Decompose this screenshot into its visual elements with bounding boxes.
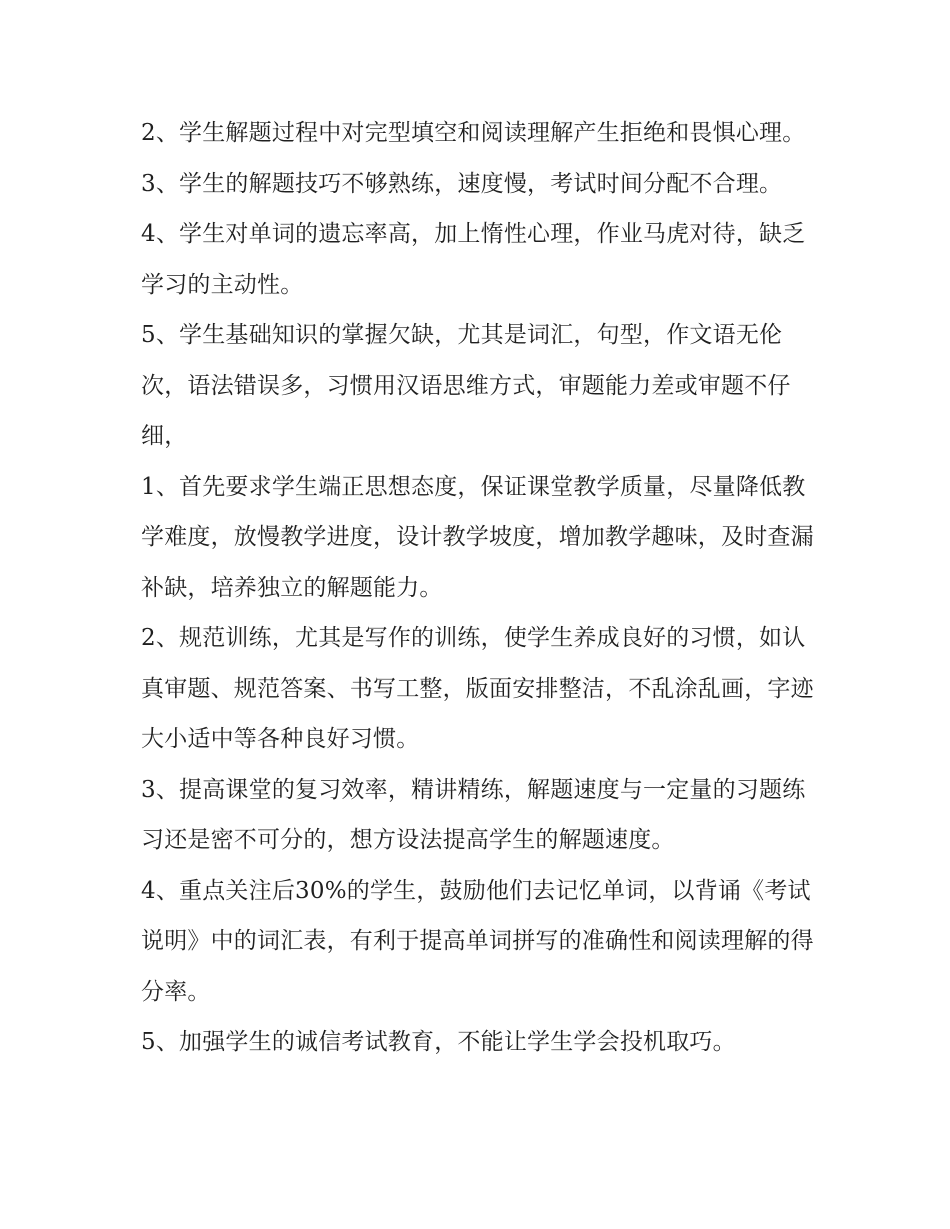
paragraph: 4、重点关注后30%的学生，鼓励他们去记忆单词，以背诵《考试说明》中的词汇表，有利于提高单词拼写的准确性和阅读理解的得分率。 bbox=[141, 877, 814, 1005]
document-body bbox=[141, 108, 821, 1068]
paragraph: 2、学生解题过程中对完型填空和阅读理解产生拒绝和畏惧心理。 bbox=[141, 120, 806, 146]
paragraph: 5、学生基础知识的掌握欠缺，尤其是词汇，句型，作文语无伦次，语法错误多，习惯用汉语思维方式，审题能力差或审题不仔细， bbox=[141, 322, 791, 449]
paragraph: 3、提高课堂的复习效率，精讲精练，解题速度与一定量的习题练习还是密不可分的，想方设法提高学生的解题速度。 bbox=[141, 776, 806, 853]
paragraph: 5、加强学生的诚信考试教育，不能让学生学会投机取巧。 bbox=[141, 1029, 736, 1055]
paragraph: 3、学生的解题技巧不够熟练，速度慢，考试时间分配不合理。 4、学生对单词的遗忘率高，加上惰性心理，作业马虎对待，缺乏学习的主动性。 bbox=[141, 170, 806, 298]
paragraph: 2、规范训练，尤其是写作的训练，使学生养成良好的习惯，如认真审题、规范答案、书写工整，版面安排整洁，不乱涂乱画，字迹大小适中等各种良好习惯。 bbox=[141, 625, 814, 752]
paragraph: 1、首先要求学生端正思想态度，保证课堂教学质量，尽量降低教学难度，放慢教学进度，设计教学坡度，增加教学趣味，及时查漏补缺，培养独立的解题能力。 bbox=[141, 473, 814, 601]
